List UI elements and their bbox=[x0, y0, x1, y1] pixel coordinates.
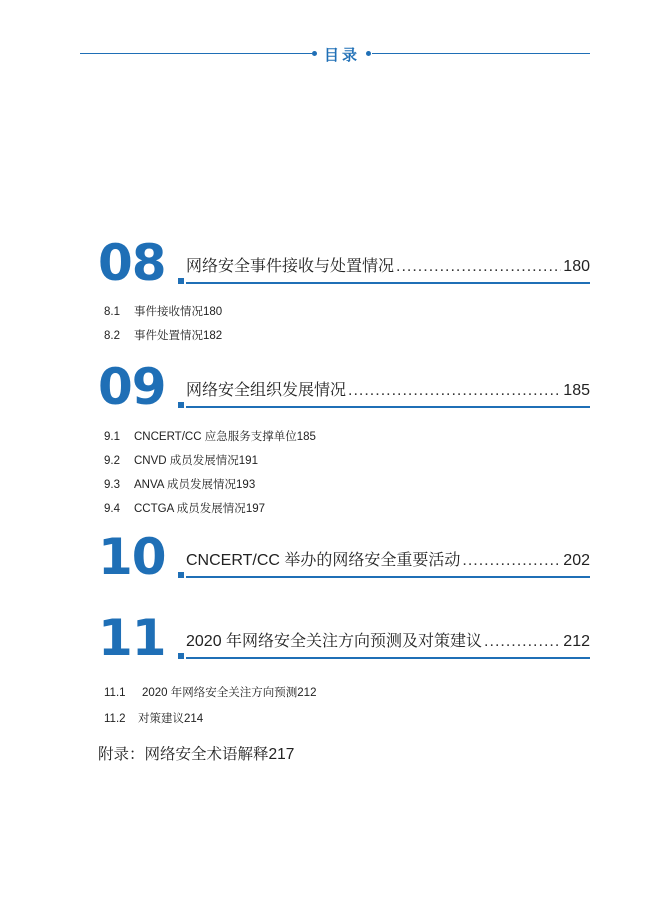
section-number: 8.1 bbox=[104, 306, 120, 318]
chapter-number-dot bbox=[178, 653, 184, 659]
chapter-page: 202 bbox=[563, 552, 590, 569]
appendix-title: 附录：网络安全术语解释 bbox=[98, 746, 269, 763]
section-title: 对策建议 bbox=[138, 713, 184, 725]
appendix-page: 217 bbox=[268, 746, 295, 763]
chapter-page: 180 bbox=[563, 258, 590, 275]
header-rule-left bbox=[80, 53, 312, 54]
chapter-number: 11 bbox=[98, 609, 166, 667]
toc-entry-8-2[interactable] bbox=[104, 327, 590, 343]
toc-chapter-08[interactable] bbox=[98, 234, 590, 292]
toc-entry-8-1[interactable] bbox=[104, 303, 590, 319]
header-dot-right bbox=[366, 51, 371, 56]
toc-entry-9-1[interactable] bbox=[104, 428, 590, 444]
chapter-number: 08 bbox=[98, 234, 166, 292]
section-page: 182 bbox=[203, 330, 223, 342]
dot-leader bbox=[348, 382, 561, 400]
section-page: 193 bbox=[236, 479, 256, 491]
section-number: 9.3 bbox=[104, 479, 120, 491]
section-number: 11.2 bbox=[104, 713, 126, 725]
section-title: 事件处置情况 bbox=[134, 330, 203, 342]
section-number: 9.4 bbox=[104, 503, 120, 515]
section-page: 197 bbox=[245, 503, 265, 515]
page-title: 目录 bbox=[323, 47, 360, 64]
toc-entry-11-2[interactable] bbox=[104, 710, 590, 726]
chapter-number: 09 bbox=[98, 358, 166, 416]
toc-entry-9-4[interactable] bbox=[104, 500, 590, 516]
dot-leader bbox=[396, 258, 561, 276]
chapter-number-dot bbox=[178, 278, 184, 284]
chapter-rule bbox=[186, 657, 590, 659]
section-page: 180 bbox=[203, 306, 223, 318]
section-title: 2020 年网络安全关注方向预测 bbox=[142, 687, 298, 699]
section-title: CNCERT/CC 应急服务支撑单位 bbox=[134, 431, 297, 443]
chapter-title: 2020 年网络安全关注方向预测及对策建议 bbox=[186, 633, 483, 650]
header-dot-left bbox=[312, 51, 317, 56]
chapter-number-dot bbox=[178, 402, 184, 408]
toc-chapter-09[interactable] bbox=[98, 358, 590, 416]
section-page: 191 bbox=[238, 455, 258, 467]
section-number: 11.1 bbox=[104, 687, 126, 699]
dot-leader bbox=[484, 633, 561, 651]
chapter-rule bbox=[186, 282, 590, 284]
chapter-rule bbox=[186, 576, 590, 578]
section-page: 212 bbox=[297, 687, 317, 699]
toc-chapter-10[interactable] bbox=[98, 528, 590, 586]
chapter-title: 网络安全事件接收与处置情况 bbox=[186, 258, 395, 275]
section-title: ANVA 成员发展情况 bbox=[134, 479, 237, 491]
section-page: 185 bbox=[296, 431, 316, 443]
toc-chapter-11[interactable] bbox=[98, 609, 590, 667]
toc-entry-9-2[interactable] bbox=[104, 452, 590, 468]
chapter-number-dot bbox=[178, 572, 184, 578]
chapter-page: 185 bbox=[563, 382, 590, 399]
dot-leader bbox=[462, 552, 561, 570]
chapter-number: 10 bbox=[98, 528, 166, 586]
section-number: 9.1 bbox=[104, 431, 120, 443]
chapter-title: CNCERT/CC 举办的网络安全重要活动 bbox=[186, 552, 461, 569]
chapter-rule bbox=[186, 406, 590, 408]
section-number: 9.2 bbox=[104, 455, 120, 467]
section-title: 事件接收情况 bbox=[134, 306, 203, 318]
toc-entry-9-3[interactable] bbox=[104, 476, 590, 492]
section-title: CCTGA 成员发展情况 bbox=[134, 503, 246, 515]
toc-entry-11-1[interactable] bbox=[104, 684, 590, 700]
section-number: 8.2 bbox=[104, 330, 120, 342]
header-rule-right bbox=[372, 53, 590, 54]
chapter-title: 网络安全组织发展情况 bbox=[186, 382, 347, 399]
section-page: 214 bbox=[184, 713, 204, 725]
section-title: CNVD 成员发展情况 bbox=[134, 455, 239, 467]
chapter-page: 212 bbox=[563, 633, 590, 650]
toc-appendix[interactable] bbox=[98, 742, 590, 764]
